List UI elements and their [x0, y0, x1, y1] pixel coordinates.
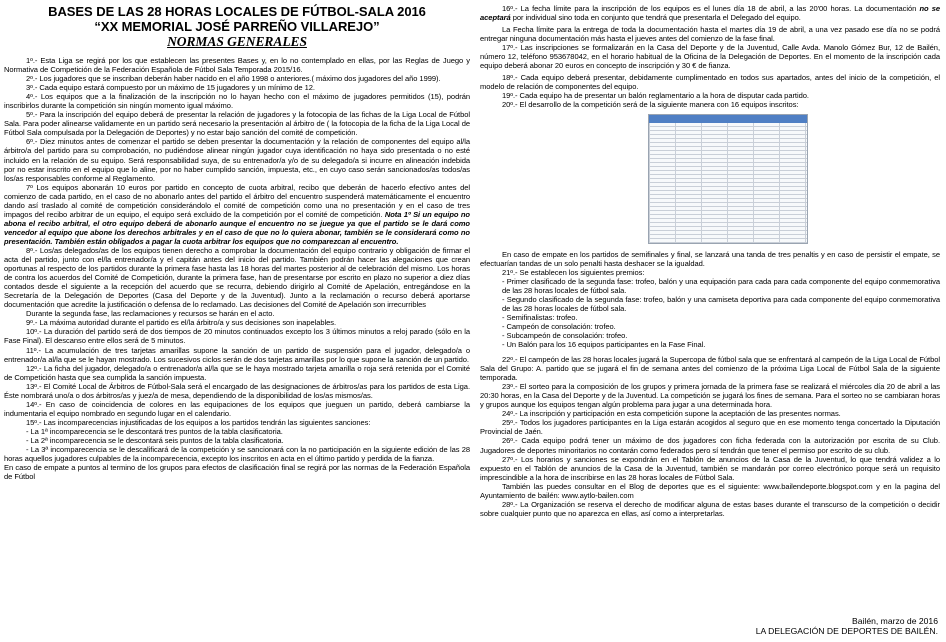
rule-25: 25º.- Todos los jugadores participantes en la Liga estarán acogidos al seguro que en ese momento tenga concertado la Diputación Provincial de Jaén. [480, 418, 940, 437]
signature-block [756, 616, 938, 636]
rule-13: 13º.- El Comité Local de Árbitros de Fútbol-Sala será el encargado de las designaciones de árbitros/as para los partidos de esta Liga. Éste nombrará uno/a o dos árbitros/as y juez/a de mesa, dependiendo de la disponibilidad de los/as mismos/as. [4, 381, 470, 400]
rule-18: 18º.- Cada equipo deberá presentar, debidamente cumplimentado en todos sus apartados, antes del inicio de la competición, el modelo de relación de componentes del equipo. [480, 73, 940, 92]
rule-15-second: - La 2ª incomparecencia se le descontará seis puntos de la tabla clasificatoria. [26, 435, 284, 445]
competition-schedule-image [648, 114, 808, 244]
rule-21: 21º.- Se establecen los siguientes premios: [502, 267, 645, 277]
rule-16-emphasis: no se aceptará [480, 4, 941, 23]
rule-16-text: 16º.- La fecha límite para la inscripción de los equipos es el lunes día 18 de abril, a las 20'00 horas. La documentación [502, 4, 917, 13]
signature-org: LA DELEGACIÓN DE DEPORTES DE BAILÉN. [755, 626, 938, 636]
rule-5: 5º.- Para la inscripción del equipo deberá de presentar la relación de jugadores y la fotocopia de las fichas de la Liga Local de Fútbol Sala. Para poder alinearse validamente en un partido será necesario la presentación al árbitro de ( la fotocopia de la ficha de la Liga Local de Fútbol Sala compulsada por la Delegación de Deportes) y no estar bajo sanción del comité de competición. [4, 110, 470, 138]
left-column [4, 4, 470, 481]
doc-title: BASES DE LAS 28 HORAS LOCALES DE FÚTBOL-SALA 2016 [48, 4, 426, 19]
rule-16-text-end: por individual sino toda en conjunto que tendrá que presentarla el Delegado del equipo. [512, 13, 801, 23]
right-column [480, 4, 940, 518]
rule-8: 8º.- Los/as delegados/as de los equipos tienen derecho a comprobar la documentación del equipo contrario y obligación de firmar el acta del partido, junto con el/la entrenador/a y el capitán antes del inicio del partido. También podrán hacer las alegaciones que crean oportunas al respecto de los partidos durante la primera fase hasta las 18 horas del martes posterior al de celebración del mismo. Los horas de contra los acuerdos del Comité de Competición, durante la primera fase, han de presentarse por escrito en plazo no superior a diez días contados desde el siguiente a la recepción del acuerdo que se recurra, debiendo dirigirlo al Comité de Apelación, entregándose en la Secretaría de la Delegación de Deportes (Casa del Deporte y de la Juventud). Junto a la reclamación o recurso deberá aportarse documentación que acredite la justificación o defensa de lo reclamado. Las decisiones del Comité de Apelación son irrecurribles [4, 245, 470, 310]
prize-semifinal: - Semifinalistas: trofeo. [502, 312, 578, 322]
rule-11: 11º.- La acumulación de tres tarjetas amarillas supone la sanción de un partido de suspensión para el jugador, delegado/a o entrenador/a al/la que se le hayan mostrado. Los sucesivos ciclos serán de dos tarjetas amarillas por lo que supone la sanción de un partido. [4, 345, 470, 364]
prize-second: - Segundo clasificado de la segunda fase: trofeo, balón y una camiseta deportiva para cada componente del equipo conmemorativa de las 28 horas locales de fútbol sala. [502, 294, 940, 313]
rule-7-note: Nota 1º Si un equipo no abona el recibo arbitral, el otro equipo deberá de abonarlo aunque el encuentro no se juegue ya que el partido se le dará como vencedor al equipo que abone los derechos arbitrales y en el caso de que no lo quiera abonar, también se le considerará como no presentación. También están obligados a pagar la cuota arbitrar los equipos que no comparezcan al encuentro. [4, 209, 470, 246]
rule-15-first: - La 1ª incomparecencia se le descontará tres puntos de la tabla clasificatoria. [26, 426, 283, 436]
rule-27: 27º.- Los horarios y sanciones se expondrán en el Tablón de anuncios de la Casa de la Juventud, lo que tendrá validez a lo expuesto en el Tablón de anuncios de la Casa de la Juventud, también se mandarán por correo electrónico porque será un requisito imprescindible a la hora de inscribirse en las 28 horas locales de Fútbol Sala. [480, 454, 940, 482]
rule-20: 20º.- El desarrollo de la competición será de la siguiente manera con 16 equipos inscritos: [502, 100, 799, 110]
rule-16 [480, 4, 940, 22]
rule-27-blog: También las puedes consultar en el Blog de deportes que es el siguiente: www.bailendeporte.blogspot.com y en la pagina del Ayuntamiento de bailén: www.aytlo-bailen.com [480, 481, 940, 500]
rule-22: 22º.- El campeón de las 28 horas locales jugará la Supercopa de fútbol sala que se enfrentará al campeón de la Liga Local de Fútbol Sala del Grupo: A. partido que se jugará el fin de semana antes del comienzo de la próxima Liga Local de Fútbol Sala de la siguiente temporada. [480, 355, 940, 383]
prize-first: - Primer clasificado de la segunda fase: trofeo, balón y una equipación para cada para cada componente del equipo conmemorativa de las 28 horas locales de fútbol sala. [502, 276, 940, 295]
rule-6: 6º.- Diez minutos antes de comenzar el partido se deben presentar la documentación y la relación de componentes del equipo al/la árbitro/a del partido para su comprobación, no pudiéndose alinear ningún jugador cuya identificación no haya sido presentada o no esté incluido en la relación de su equipo. Será responsabilidad suya, de su entrenador/a y/o de su delegado/a si incurre en alineación indebida por no estar inscrito en el equipo que lo aline, por no haber cumplido sanción, impuesta, etc., en cuyo caso serán sancionados/as todos/as los/as responsables conforme al Reglamento. [4, 137, 470, 183]
rule-12: 12º.- La ficha del jugador, delegado/a o entrenador/a al/la que se le haya mostrado tarjeta amarilla o roja será retenida por el Comité de Competición hasta que sea cumplida la sanción impuesta. [4, 363, 470, 382]
rule-17: 17º.- Las inscripciones se formalizarán en la Casa del Deporte y de la Juventud, Calle Avda. Manolo Gómez Bur, 12 de Bailén, número 12, teléfono 953678042, en el horario habitual de la Oficina de la Delegación de Deportes. En el momento de la inscripción cada equipo deberá abonar 20 euros en concepto de inscripción y 30 € de fianza. [480, 43, 940, 71]
prize-consolation-runnerup: - Subcampeón de consolación: trofeo. [502, 330, 628, 340]
rule-19: 19º.- Cada equipo ha de presentar un balón reglamentario a la hora de disputar cada partido. [502, 91, 809, 101]
signature-date: Bailén, marzo de 2016 [852, 616, 938, 626]
rule-20-penalties: En caso de empate en los partidos de semifinales y final, se lanzará una tanda de tres penaltis y en caso de persistir el empate, se efectuarían tandas de un solo penalti hasta deshacer se la igualdad. [480, 249, 940, 268]
rule-4: 4º.- Los equipos que a la finalización de la inscripción no lo hayan hecho con el máximo de jugadores permitidos (15), podrán inscribirlos durante la competición sin ningún momento igual máximo. [4, 92, 470, 111]
section-heading: NORMAS GENERALES [167, 34, 307, 49]
rule-9: 9º.- La máxima autoridad durante el partido es el/la árbitro/a y sus decisiones son inapelables. [26, 318, 337, 328]
rule-26: 26º.- Cada equipo podrá tener un máximo de dos jugadores con ficha federada con la autorización por escrita de su Club. Jugadores de deportes minoritarios no contarán como federados pero sí tendrán que tener el permiso por escrito de su club. [480, 436, 940, 455]
rule-10: 10º.- La duración del partido será de dos tiempos de 20 minutos continuados excepto los 3 últimos minutos a reloj parado (sólo en la Fase Final). El descanso entre ellos será de 5 minutos. [4, 327, 470, 346]
rule-7 [4, 183, 470, 246]
rule-23: 23º.- El sorteo para la composición de los grupos y primera jornada de la primera fase se realizará el miércoles día 20 de abril a las 20:30 horas, en la Casa del Deporte y de la Juventud. La competición se jugará los fines de semana. Para el sorteo no se cambiaran horas y grupos aunque los equipos tengan algún problema para jugar a una determinada hora. [480, 382, 940, 410]
doc-subtitle: “XX MEMORIAL JOSÉ PARREÑO VILLAREJO” [94, 19, 380, 34]
rule-15: 15º.- Las incomparecencias injustificadas de los equipos a los partidos tendrán las siguientes sanciones: [26, 417, 371, 427]
rule-7-text: 7º Los equipos abonarán 10 euros por partido en concepto de cuota arbitral, recibo que deberán de hacerlo efectivo antes del comienzo de cada partido, en el caso de no abonarlo antes del partido el árbitro del encuentro suspenderá matemáticamente el encuentro dando así traslado al comité de competición considerándolo el comité de competición como una no presentación y en el caso de tres impagos del recibo arbitrar de un equipo, el equipo será excluido de la competición por el comité de competición. [4, 182, 470, 219]
rule-3: 3º.- Cada equipo estará compuesto por un máximo de 15 jugadores y un mínimo de 12. [26, 83, 315, 93]
rule-14: 14º.- En caso de coincidencia de colores en las equipaciones de los equipos que jueguen un partido, deberá cambiarse la indumentaria el equipo nombrado en segundo lugar en el calendario. [4, 399, 470, 418]
rule-16-deadline: La Fecha límite para la entrega de toda la documentación hasta el martes día 19 de abril, a una vez pasado ese día no se podrá entregar ninguna documentación más hasta el jueves antes del comienzo de la fase final. [480, 25, 940, 44]
rule-24: 24º.- La inscripción y participación en esta competición supone la aceptación de las presentes normas. [502, 409, 841, 419]
rule-1: 1º.- Esta Liga se regirá por los que establecen las presentes Bases y, en lo no contemplado en ellas, por las Reglas de Juego y Normativa de Competición de la Federación Española de Fútbol Sala Temporada 2015/16. [4, 56, 470, 75]
rule-15-third: - La 3ª incomparecencia se le descalificará de la competición y se sancionará con la no participación en la siguiente edición de las 28 horas aquellos jugadores culpables de la incomparecencia, excepto los inscritos en acta en el último partido y perdida de la fianza. [4, 445, 470, 464]
prize-ball: - Un Balón para los 16 equipos participantes en la Fase Final. [502, 339, 706, 349]
prize-consolation-champion: - Campeón de consolación: trofeo. [502, 321, 616, 331]
rule-28: 28º.- La Organización se reserva el derecho de modificar alguna de estas bases durante el transcurso de la competición o decidir sobre cualquier punto que no aparezca en ellas, así como a interpretarlas. [480, 499, 940, 518]
rule-8-second-phase: Durante la segunda fase, las reclamaciones y recursos se harán en el acto. [26, 309, 275, 319]
rule-15-tiebreak: En caso de empate a puntos al termino de los grupos para efectos de clasificación final se regirá por las normas de la Federación Española de Fútbol [4, 463, 470, 482]
rule-2: 2º.- Los jugadores que se inscriban deberán haber nacido en el año 1998 o anteriores.( máximo dos jugadores del año 1999). [26, 74, 441, 84]
